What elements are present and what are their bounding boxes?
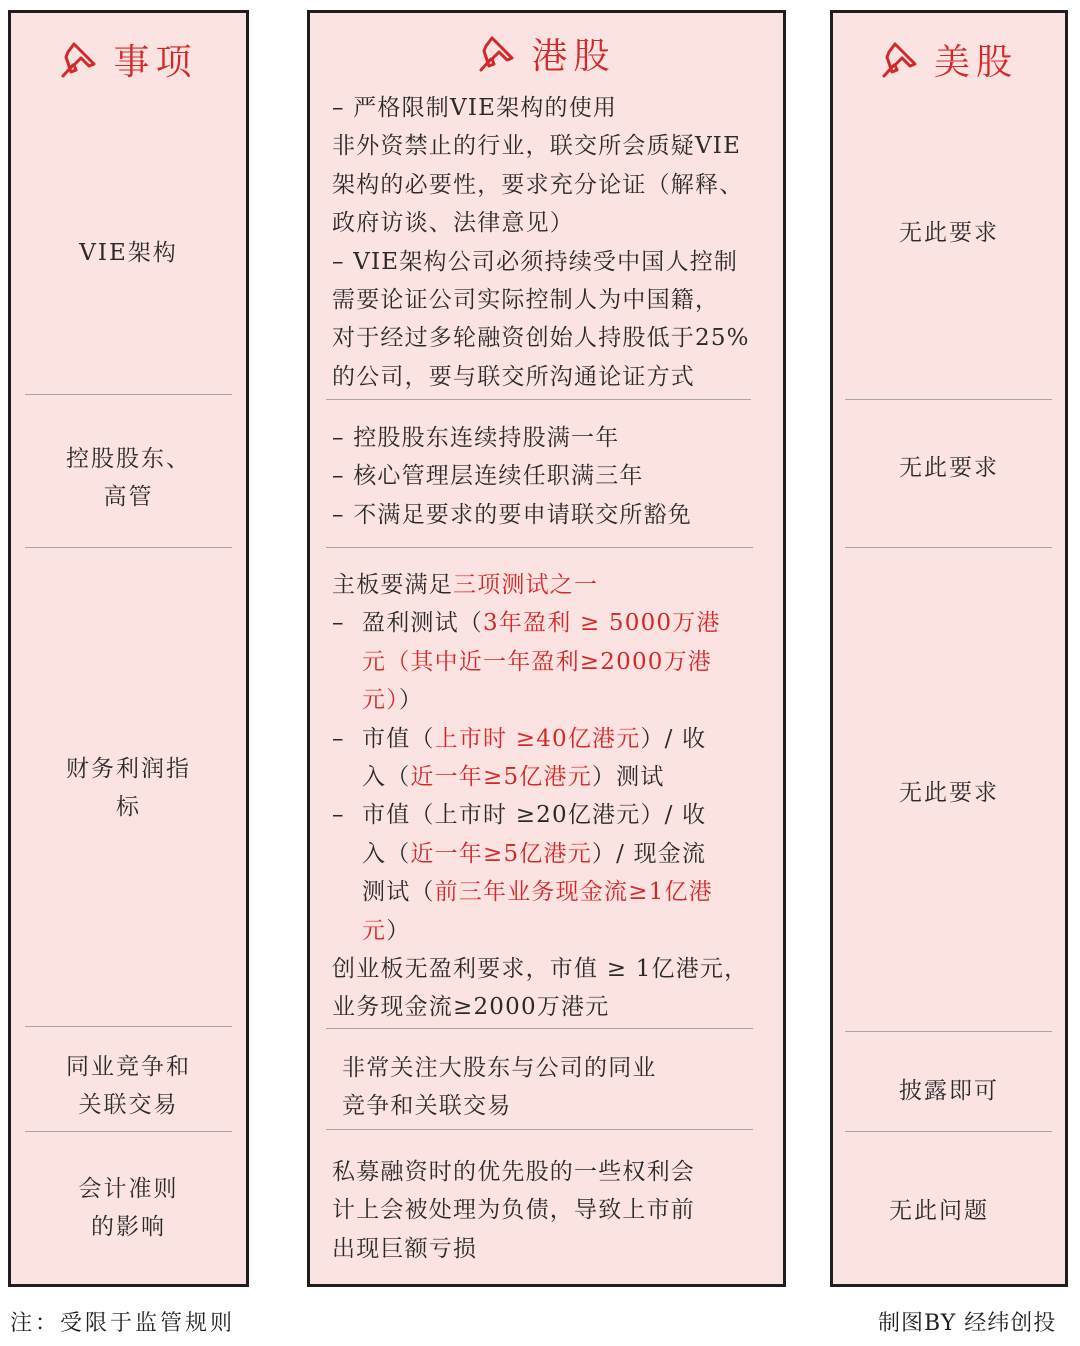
column-header-hk [310, 23, 783, 83]
row-divider [25, 394, 232, 395]
column-header-item [11, 29, 246, 89]
us-cell-competition: 披露即可 [899, 1078, 999, 1104]
row-divider [845, 399, 1052, 400]
pushpin-icon [477, 33, 517, 73]
hk-cell-vie: – 严格限制VIE架构的使用 非外资禁止的行业，联交所会质疑VIE 架构的必要性，要求充分论证（解释、 政府访谈、法律意见） – VIE架构公司必须持续受中国人控制 需要论证公司实际控制人为中国籍， 对于经过多轮融资创始人持股低于25% 的公司，要与联交所沟通论证方式 [332, 95, 750, 390]
us-cell-finance: 无此要求 [899, 780, 999, 806]
hk-cell-accounting: 私募融资时的优先股的一些权利会 计上会被处理为负债，导致上市前 出现巨额亏损 [332, 1159, 695, 1262]
column-item [8, 10, 249, 1287]
pushpin-icon [880, 39, 920, 79]
row-divider [326, 1129, 753, 1130]
column-header-label: 美股 [933, 41, 1018, 83]
column-header-label: 事项 [113, 41, 198, 83]
column-hk [307, 10, 786, 1287]
us-cell-vie: 无此要求 [899, 220, 999, 246]
row-divider [25, 1131, 232, 1132]
row-divider [25, 1026, 232, 1027]
hk-cell-competition: 非常关注大股东与公司的同业 竞争和关联交易 [342, 1055, 657, 1120]
footer-credit: 制图BY 经纬创投 [878, 1311, 1057, 1336]
us-cell-control: 无此要求 [899, 455, 999, 481]
row-divider [326, 399, 751, 400]
us-cell-accounting: 无此问题 [889, 1198, 989, 1224]
row-divider [326, 547, 753, 548]
row-label-competition: 同业竞争和 关联交易 [66, 1053, 191, 1118]
row-label-vie: VIE架构 [79, 240, 178, 266]
row-divider [845, 547, 1052, 548]
hk-cell-finance: 主板要满足三项测试之一 – 盈利测试（3年盈利 ≥ 5000万港 元（其中近一年盈利≥2000万港 元）） – 市值（上市时 ≥40亿港元）/ 收 入（近一年≥5亿港元）测试 – 市值（上市时 ≥20亿港元）/ 收 入（近一年≥5亿港元）/ 现金流 测试（前三年业务现金流≥1亿港 元） 创业板无盈利要求，市值 ≥ 1亿港元， 业务现金流≥2000万港元 [332, 572, 749, 1021]
row-label-accounting: 会计准则 的影响 [78, 1176, 179, 1240]
row-divider [845, 1031, 1052, 1032]
row-divider [326, 1028, 753, 1029]
row-label-finance: 财务利润指 标 [66, 756, 191, 820]
column-header-label: 港股 [531, 35, 616, 77]
footer-note: 注：受限于监管规则 [10, 1311, 236, 1336]
column-header-us [833, 29, 1065, 89]
row-divider [25, 547, 232, 548]
hk-cell-control: – 控股股东连续持股满一年 – 核心管理层连续任职满三年 – 不满足要求的要申请联交所豁免 [332, 425, 693, 528]
row-divider [845, 1131, 1052, 1132]
pushpin-icon [59, 39, 99, 79]
column-us [830, 10, 1068, 1287]
row-label-control: 控股股东、 高管 [66, 446, 191, 510]
